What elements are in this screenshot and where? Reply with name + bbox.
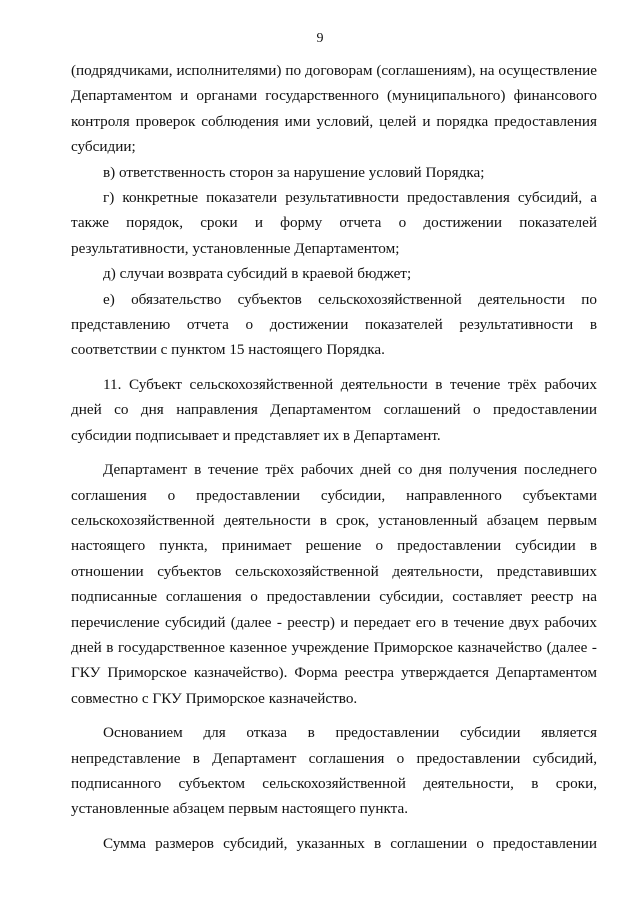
paragraph-item-g-indicators: г) конкретные показатели результативности предоставления субсидий, а также порядок, сроки и форму отчета о достижении показателей результативности, установленные Департаментом;: [71, 189, 597, 257]
paragraph-department-decision: Департамент в течение трёх рабочих дней со дня получения последнего соглашения о предоставлении субсидии, направленного субъектами сельскохозяйственной деятельности в срок, установленный абзацем первым настоящего пункта, принимает решение о предоставлении субсидии в отношении субъектов сельскохозяйственной деятельности, представивших подписанные соглашения о предоставлении субсидии, составляет реестр на перечисление субсидий (далее - реестр) и передает его в течение двух рабочих дней в государственное казенное учреждение Приморское казначейство (далее - ГКУ Приморское казначейство). Форма реестра утверждается Департаментом совместно с ГКУ Приморское казначейство.: [71, 461, 597, 707]
paragraph-clause-11: 11. Субъект сельскохозяйственной деятельности в течение трёх рабочих дней со дня направления Департаментом соглашений о предоставлении субсидии подписывает и представляет их в Департамент.: [71, 375, 597, 444]
paragraph-item-d-refund-cases: д) случаи возврата субсидий в краевой бюджет;: [103, 265, 412, 283]
paragraph-subsidy-sum: Сумма размеров субсидий, указанных в соглашении о предоставлении: [103, 834, 597, 852]
paragraph-item-e-obligation: е) обязательство субъектов сельскохозяйственной деятельности по представлению отчета о достижении показателей результативности в соответствии с пунктом 15 настоящего Порядка.: [71, 290, 597, 359]
paragraph-continuation-contractors: (подрядчиками, исполнителями) по договорам (соглашениям), на осуществление Департаментом и органами государственного (муниципального) финансового контроля проверок соблюдения ими условий, целей и порядка предоставления субсидии;: [71, 62, 597, 156]
document-body: [71, 58, 597, 856]
paragraph-item-v-responsibility: в) ответственность сторон за нарушение условий Порядка;: [103, 163, 485, 181]
paragraph-refusal-grounds: Основанием для отказа в предоставлении субсидии является непредставление в Департамент соглашения о предоставлении субсидий, подписанного субъектом сельскохозяйственной деятельности, в сроки, установленные абзацем первым настоящего пункта.: [71, 724, 597, 818]
page-number: 9: [316, 31, 324, 46]
